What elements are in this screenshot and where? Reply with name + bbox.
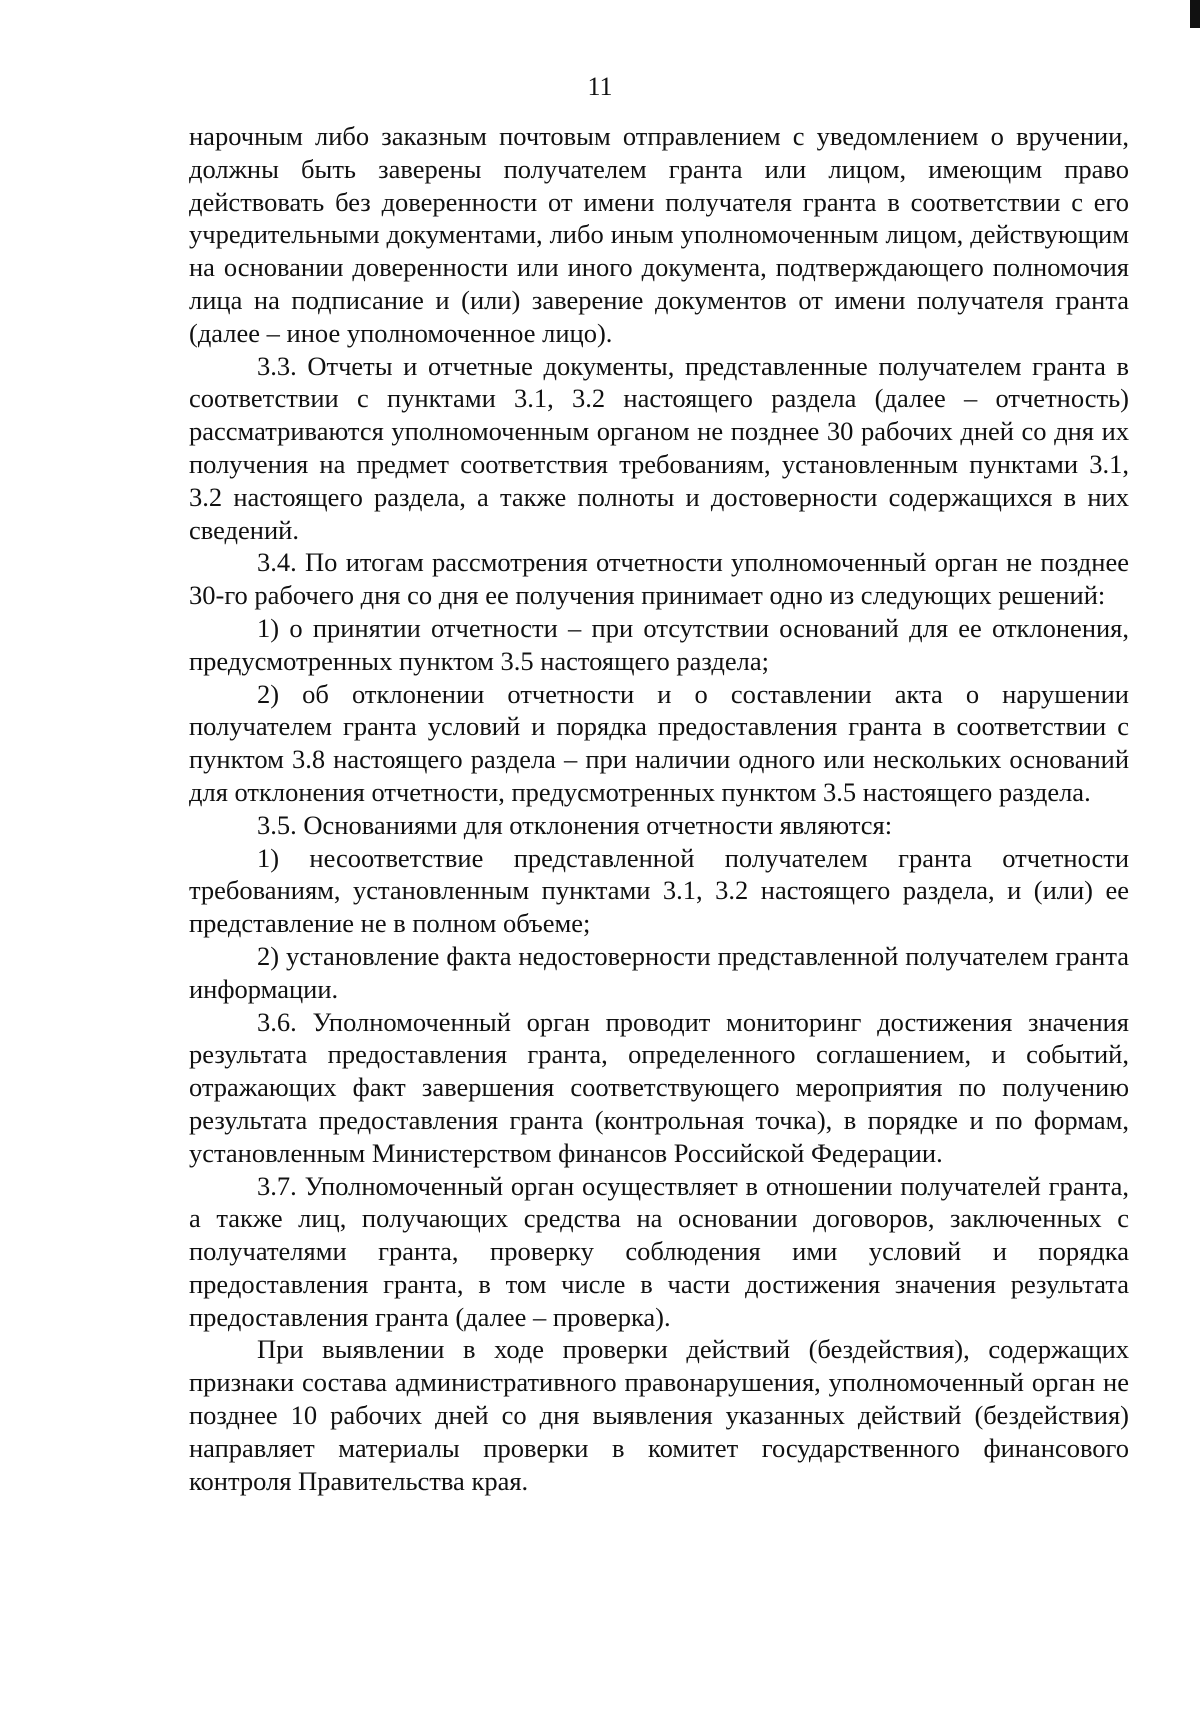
paragraph-3-4-item-2: 2) об отклонении отчетности и о составлении акта о нарушении получателем гранта условий и порядка предоставления гранта в соответствии с пунктом 3.8 настоящего раздела – при наличии одного или нескольких оснований для отклонения отчетности, предусмотренных пунктом 3.5 настоящего раздела. xyxy=(189,678,1129,807)
paragraph-3-7-violations: При выявлении в ходе проверки действий (бездействия), содержащих признаки состава административного правонарушения, уполномоченный орган не позднее 10 рабочих дней со дня выявления указанных действий (бездействия) направляет материалы проверки в комитет государственного финансового контроля Правительства края. xyxy=(189,1334,1129,1496)
paragraph-3-6: 3.6. Уполномоченный орган проводит мониторинг достижения значения результата предоставления гранта, определенного соглашением, и событий, отражающих факт завершения соответствующего мероприятия по получению результата предоставления гранта (контрольная точка), в порядке и по формам, установленным Министерством финансов Российской Федерации. xyxy=(189,1006,1129,1168)
page-number: 11 xyxy=(587,72,613,101)
paragraph-3-5-item-1: 1) несоответствие представленной получателем гранта отчетности требованиям, установленным пунктами 3.1, 3.2 настоящего раздела, и (или) ее представление не в полном объеме; xyxy=(189,842,1129,939)
paragraph-3-3: 3.3. Отчеты и отчетные документы, представленные получателем гранта в соответствии с пунктами 3.1, 3.2 настоящего раздела (далее – отчетность) рассматриваются уполномоченным органом не позднее 30 рабочих дней со дня их получения на предмет соответствия требованиям, установленным пунктами 3.1, 3.2 настоящего раздела, а также полноты и достоверности содержащихся в них сведений. xyxy=(189,350,1129,545)
paragraph-3-5: 3.5. Основаниями для отклонения отчетности являются: xyxy=(257,809,893,840)
scan-edge-mark xyxy=(1190,0,1200,28)
paragraph-3-4: 3.4. По итогам рассмотрения отчетности уполномоченный орган не позднее 30-го рабочего дня со дня ее получения принимает одно из следующих решений: xyxy=(189,547,1129,611)
paragraph-3-5-item-2: 2) установление факта недостоверности представленной получателем гранта информации. xyxy=(189,940,1129,1004)
paragraph-continuation: нарочным либо заказным почтовым отправлением с уведомлением о вручении, должны быть заверены получателем гранта или лицом, имеющим право действовать без доверенности от имени получателя гранта в соответствии с его учредительными документами, либо иным уполномоченным лицом, действующим на основании доверенности или иного документа, подтверждающего полномочия лица на подписание и (или) заверение документов от имени получателя гранта (далее – иное уполномоченное лицо). xyxy=(189,121,1129,348)
paragraph-3-4-item-1: 1) о принятии отчетности – при отсутствии оснований для ее отклонения, предусмотренных пунктом 3.5 настоящего раздела; xyxy=(189,612,1129,676)
document-body xyxy=(189,120,1129,1497)
paragraph-3-7: 3.7. Уполномоченный орган осуществляет в отношении получателей гранта, а также лиц, получающих средства на основании договоров, заключенных с получателями гранта, проверку соблюдения ими условий и порядка предоставления гранта, в том числе в части достижения значения результата предоставления гранта (далее – проверка). xyxy=(189,1170,1129,1332)
